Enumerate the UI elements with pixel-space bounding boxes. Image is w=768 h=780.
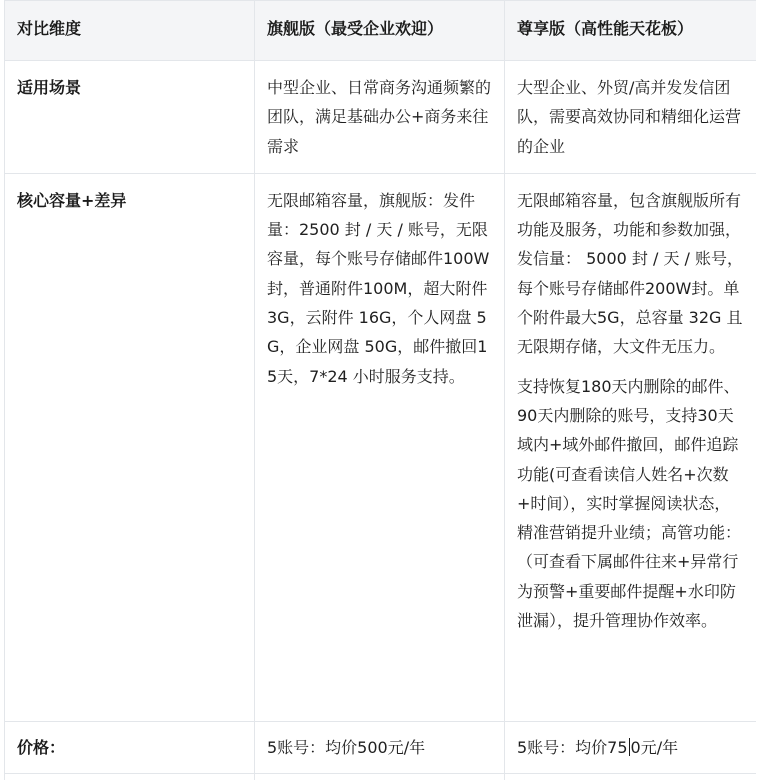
table-row-price xyxy=(5,721,757,773)
row-label-price: 价格： xyxy=(5,721,255,773)
premium-core-paragraph-2: 支持恢复180天内删除的邮件、90天内删除的账号，支持30天域内+域外邮件撤回，邮件追踪功能(可查看读信人姓名+次数+时间），实时掌握阅读状态，精准营销提升业绩；高管功能：（可查看下属邮件往来+异常行为预警+重要邮件提醒+水印防泄漏），提升管理协作效率。 xyxy=(517,376,742,631)
row-label-core: 核心容量+差异 xyxy=(5,173,255,721)
comparison-table xyxy=(4,0,756,780)
cell-premium-price[interactable] xyxy=(505,721,757,773)
cell-flagship-scene: 中型企业、日常商务沟通频繁的团队，满足基础办公+商务来往需求 xyxy=(255,61,505,174)
table-header-row xyxy=(5,1,757,61)
table-row-scene xyxy=(5,61,757,174)
header-dimension: 对比维度 xyxy=(5,1,255,61)
text-cursor xyxy=(629,738,630,756)
cell-flagship-price: 5账号：均价500元/年 xyxy=(255,721,505,773)
empty-cell-2 xyxy=(255,773,505,780)
comparison-table-container xyxy=(4,0,756,780)
empty-cell-3 xyxy=(505,773,757,780)
premium-core-paragraph-1: 无限邮箱容量，包含旗舰版所有功能及服务，功能和参数加强，发信量： 5000 封 / 天 / 账号，每个账号存储邮件200W封。单个附件最大5G，总容量 32G 且无限期存储，大文件无压力。 xyxy=(517,190,744,357)
cell-flagship-core: 无限邮箱容量，旗舰版：发件量：2500 封 / 天 / 账号，无限容量，每个账号存储邮件100W封，普通附件100M，超大附件 3G，云附件 16G，个人网盘 5G，企业网盘 50G，邮件撤回15天，7*24 小时服务支持。 xyxy=(255,173,505,721)
row-label-scene: 适用场景 xyxy=(5,61,255,174)
table-row-empty xyxy=(5,773,757,780)
empty-cell-1 xyxy=(5,773,255,780)
header-flagship: 旗舰版（最受企业欢迎） xyxy=(255,1,505,61)
header-premium: 尊享版（高性能天花板） xyxy=(505,1,757,61)
table-row-core xyxy=(5,173,757,721)
cell-premium-core xyxy=(505,173,757,721)
premium-price-text-before: 5账号：均价75 xyxy=(517,737,628,757)
premium-price-text-after: 0元/年 xyxy=(630,737,679,757)
cell-premium-scene: 大型企业、外贸/高并发发信团队，需要高效协同和精细化运营的企业 xyxy=(505,61,757,174)
